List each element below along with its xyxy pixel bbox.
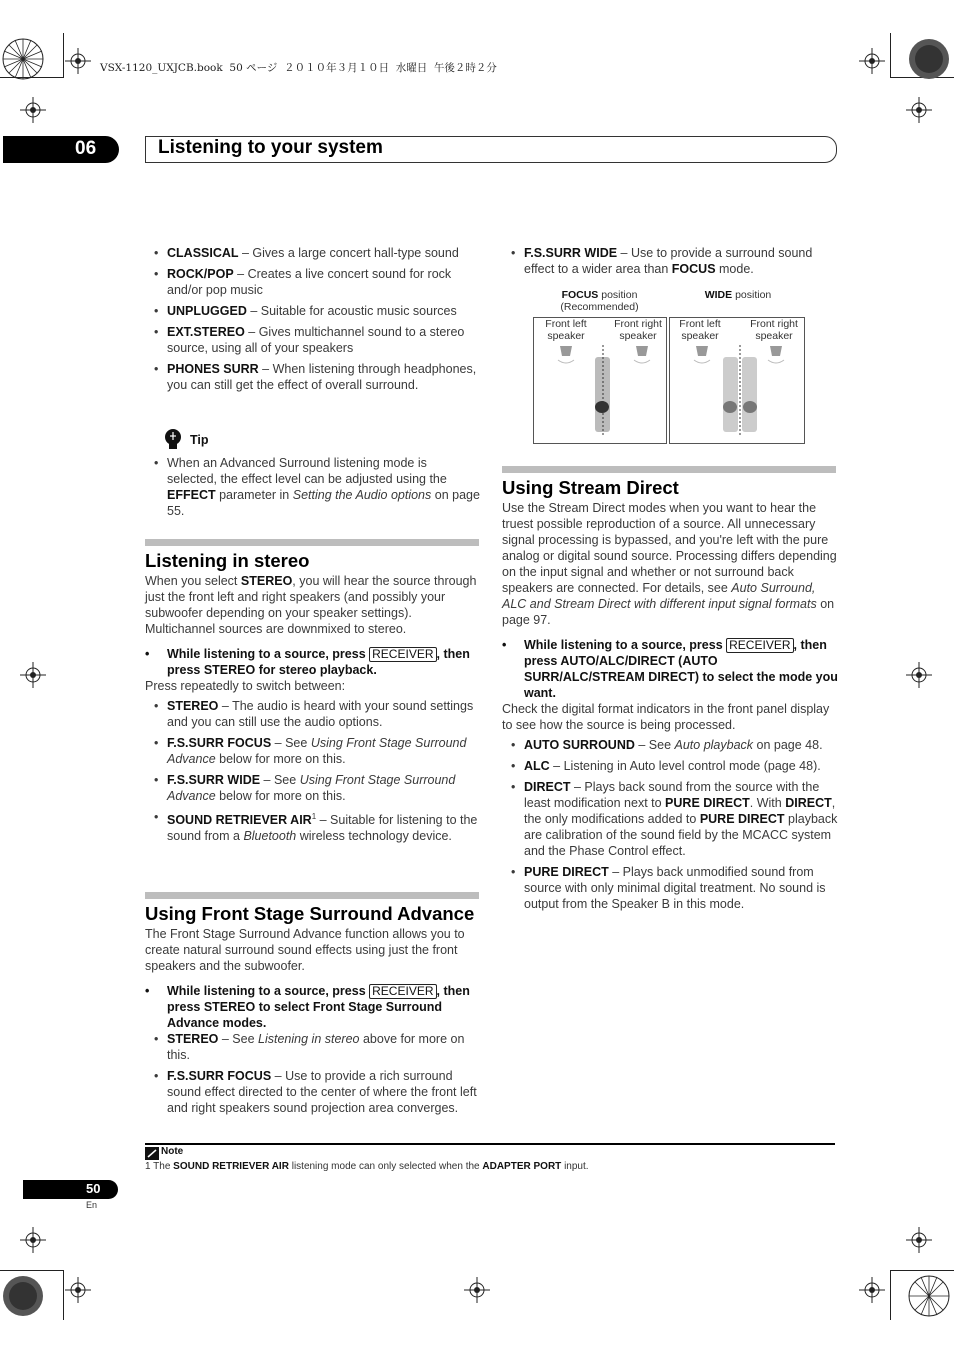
- left-top-bullets: [145, 245, 480, 398]
- crosshair-mark-icon: [65, 48, 91, 74]
- stereo-body: [145, 573, 480, 849]
- registration-mark-icon: [0, 1273, 46, 1319]
- section-heading-stereo: Listening in stereo: [145, 550, 310, 571]
- tip-lightbulb-icon: [161, 427, 185, 451]
- print-header: VSX-1120_UXJCB.book 50 ページ ２０１０年３月１０日 水曜日 午後２時２分: [100, 62, 497, 74]
- list-item: • STEREO – See Listening in stereo above for more on this.: [145, 1031, 480, 1063]
- paragraph: Check the digital format indicators in the front panel display to see how the source is being processed.: [502, 702, 830, 732]
- stream-body: [502, 500, 839, 917]
- section-rule: [145, 892, 479, 899]
- section-heading-fssa: Using Front Stage Surround Advance: [145, 903, 475, 924]
- list-item: • CLASSICAL – Gives a large concert hall-type sound: [145, 245, 480, 261]
- crosshair-mark-icon: [859, 1277, 885, 1303]
- paragraph: When you select STEREO, you will hear the source through just the front left and right speakers (and possibly your subwoofer depending on your speaker settings). Multichannel sources are downmixed to stereo.: [145, 574, 477, 636]
- crosshair-mark-icon: [20, 662, 46, 688]
- diagram-graphics: [532, 342, 807, 442]
- receiver-button-label: RECEIVER: [369, 984, 436, 999]
- page-number-tab: [23, 1180, 118, 1199]
- note-rule: [145, 1143, 835, 1145]
- note-heading: Note: [161, 1146, 184, 1157]
- crosshair-mark-icon: [906, 97, 932, 123]
- right-top-bullet: [502, 245, 837, 282]
- paragraph: The Front Stage Surround Advance function allows you to create natural surround sound effects using just the front speakers and the subwoofer.: [145, 927, 465, 973]
- note-text: 1 The SOUND RETRIEVER AIR listening mode can only selected when the ADAPTER PORT input.: [145, 1161, 589, 1172]
- front-right-label: Front right speaker: [750, 318, 798, 342]
- crosshair-mark-icon: [464, 1277, 490, 1303]
- speaker-icon: [560, 346, 782, 356]
- list-item: • PHONES SURR – When listening through headphones, you can still get the effect of overall surround.: [145, 361, 480, 393]
- crosshair-mark-icon: [859, 48, 885, 74]
- chapter-title: Listening to your system: [158, 137, 383, 158]
- page-number: 50: [86, 1181, 101, 1196]
- step-instruction: • While listening to a source, press RECEIVER , then press AUTO/ALC/DIRECT (AUTO SURR/ALC/STREAM DIRECT) to select the mode you want.: [502, 637, 839, 701]
- tip-body: [145, 455, 480, 524]
- list-item: • STEREO – The audio is heard with your sound settings and you can still use the audio options.: [145, 698, 480, 730]
- crosshair-mark-icon: [906, 1227, 932, 1253]
- list-item: • F.S.SURR WIDE – See Using Front Stage Surround Advance below for more on this.: [145, 772, 480, 804]
- list-item: • EXT.STEREO – Gives multichannel sound to a stereo source, using all of your speakers: [145, 324, 480, 356]
- section-rule: [502, 466, 836, 473]
- list-item: • When an Advanced Surround listening mode is selected, the effect level can be adjusted using the EFFECT parameter in Setting the Audio options on page 55.: [145, 455, 480, 519]
- crosshair-mark-icon: [906, 662, 932, 688]
- section-heading-stream: Using Stream Direct: [502, 477, 679, 498]
- list-item: • PURE DIRECT – Plays back unmodified sound from source with only minimal digital treatment. No sound is output from the Speaker B in this mode.: [502, 864, 839, 912]
- front-left-label: Front left speaker: [679, 318, 721, 342]
- registration-mark-icon: [906, 1273, 952, 1319]
- list-item: • F.S.SURR FOCUS – Use to provide a rich surround sound effect directed to the center of where the front left and right speakers sound projection area converges.: [145, 1068, 480, 1116]
- list-item: • DIRECT – Plays back sound from the source with the least modification next to PURE DIRECT. With DIRECT, the only modifications added to PURE DIRECT playback are calibration of the sound field by the MCACC system and the Phase Control effect.: [502, 779, 839, 859]
- fssa-body: [145, 926, 480, 1121]
- list-item: • ROCK/POP – Creates a live concert sound for rock and/or pop music: [145, 266, 480, 298]
- step-instruction: • While listening to a source, press RECEIVER , then press STEREO for stereo playback.: [145, 646, 480, 678]
- front-left-label: Front left speaker: [545, 318, 587, 342]
- front-right-label: Front right speaker: [614, 318, 662, 342]
- crosshair-mark-icon: [65, 1277, 91, 1303]
- list-item: • F.S.SURR WIDE – Use to provide a surround sound effect to a wider area than FOCUS mode.: [502, 245, 837, 277]
- crosshair-mark-icon: [20, 1227, 46, 1253]
- list-item: • F.S.SURR FOCUS – See Using Front Stage Surround Advance below for more on this.: [145, 735, 480, 767]
- wide-position-label: WIDE position: [704, 289, 772, 301]
- registration-mark-icon: [906, 36, 952, 82]
- list-item: • ALC – Listening in Auto level control mode (page 48).: [502, 758, 839, 774]
- page-language: En: [86, 1200, 98, 1210]
- list-item: • SOUND RETRIEVER AIR$^1$ – Suitable for listening to the sound from a Bluetooth wireless technology device.: [145, 809, 480, 844]
- chapter-tab: [3, 136, 119, 163]
- chapter-number: 06: [75, 138, 97, 159]
- receiver-button-label: RECEIVER: [369, 647, 436, 662]
- list-item: • UNPLUGGED – Suitable for acoustic music sources: [145, 303, 480, 319]
- list-item: • AUTO SURROUND – See Auto playback on page 48.: [502, 737, 839, 753]
- crosshair-mark-icon: [20, 97, 46, 123]
- receiver-button-label: RECEIVER: [726, 638, 793, 653]
- note-pencil-icon: [145, 1147, 159, 1160]
- paragraph: Use the Stream Direct modes when you want to hear the truest possible reproduction of a source. All unnecessary signal processing is bypassed, and you're left with the pure analog or digital sound source. Processing differs depending on the input signal and whether or not surround back speakers are connected. For details, see Auto Surround, ALC and Stream Direct with different input signal formats on page 97.: [502, 501, 837, 627]
- section-rule: [145, 539, 479, 546]
- tip-heading: Tip: [190, 433, 209, 447]
- step-instruction: • While listening to a source, press RECEIVER , then press STEREO to select Front Stage Surround Advance modes.: [145, 983, 480, 1031]
- focus-position-label: FOCUS position (Recommended): [560, 289, 639, 313]
- speaker-position-diagram: [532, 287, 807, 447]
- registration-mark-icon: [0, 36, 46, 82]
- paragraph: Press repeatedly to switch between:: [145, 679, 346, 693]
